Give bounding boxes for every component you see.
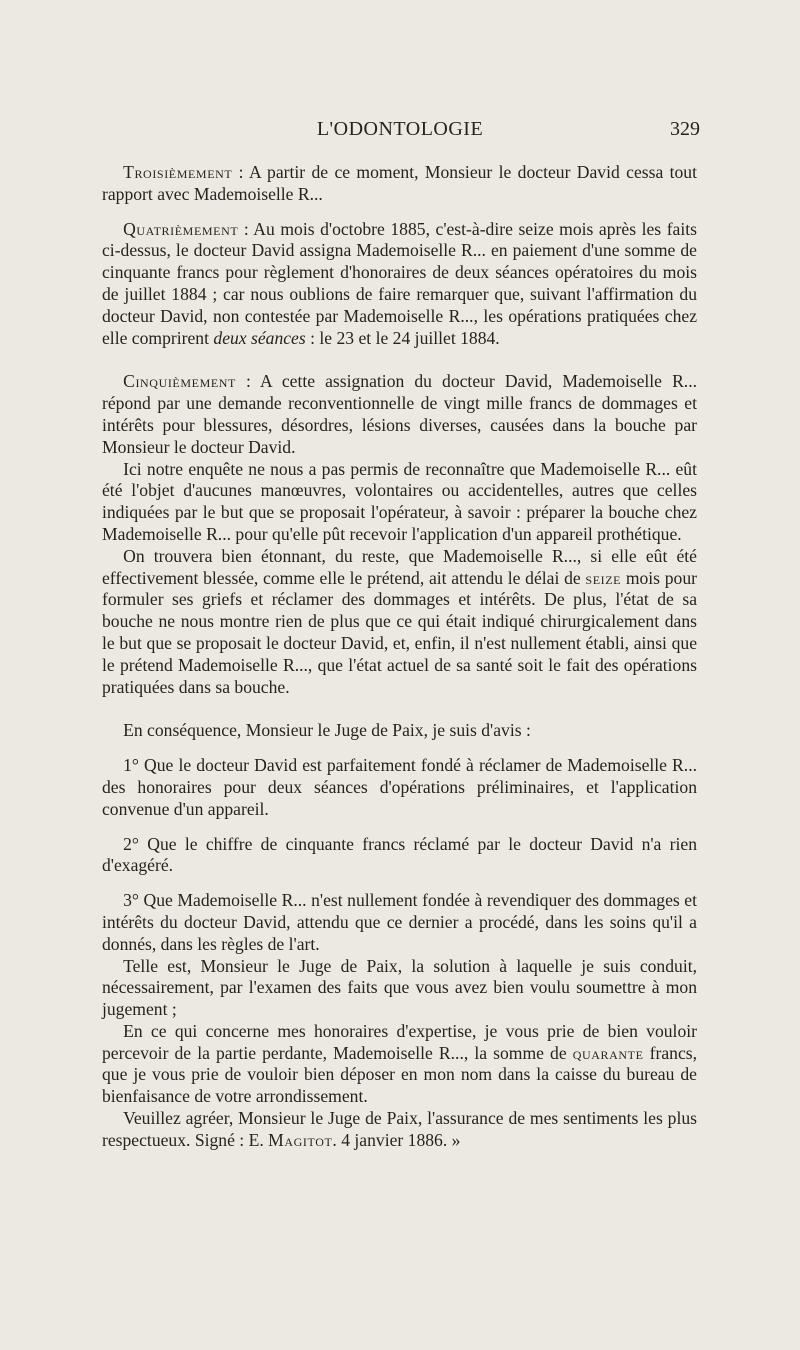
section-label: Troisièmement xyxy=(123,162,233,182)
running-title: L'ODONTOLOGIE xyxy=(316,118,484,140)
paragraph-text: En conséquence, Monsieur le Juge de Paix, je suis d'avis : xyxy=(123,720,531,741)
paragraph-text: : A partir de ce moment, Monsieur le docteur David cessa tout rapport avec Mademoiselle R... xyxy=(102,162,697,204)
paragraph-closing xyxy=(102,1108,697,1152)
paragraph-point-3 xyxy=(102,890,697,955)
small-caps-word: seize xyxy=(585,567,622,588)
paragraph-enquete xyxy=(102,459,697,546)
paragraph-text: 2° Que le chiffre de cinquante francs réclamé par le docteur David n'a rien d'exagéré. xyxy=(102,833,697,876)
paragraph-text: Veuillez agréer, Monsieur le Juge de Paix, l'assurance de mes sentiments les plus respectueux. Signé : E. xyxy=(102,1108,697,1150)
emphasis-text: deux séances xyxy=(213,327,306,348)
paragraph-text: En ce qui concerne mes honoraires d'expertise, je vous prie de bien vouloir percevoir de la partie perdante, Mademoiselle R..., la somme de xyxy=(102,1020,697,1063)
paragraph-text: 1° Que le docteur David est parfaitement fondé à réclamer de Mademoiselle R... des honoraires pour deux séances d'opérations préliminaires, et l'application convenue d'un appareil. xyxy=(102,755,697,819)
paragraph-text: On trouvera bien étonnant, du reste, que Mademoiselle R..., si elle eût été effectivement blessée, comme elle le prétend, ait attendu le délai de xyxy=(102,545,697,588)
paragraph-text: Ici notre enquête ne nous a pas permis de reconnaître que Mademoiselle R... eût été l'objet d'aucunes manœuvres, volontaires ou accidentelles, autres que celles indiquées par le but que se proposait l'opérateur, à savoir : préparer la bouche chez Mademoiselle R... pour qu'elle pût recevoir l'application d'un appareil prothétique. xyxy=(102,458,697,544)
paragraph-etonnant xyxy=(102,546,697,699)
paragraph-point-1 xyxy=(102,755,697,820)
paragraph-point-2 xyxy=(102,834,697,878)
small-caps-word: quarante xyxy=(572,1042,644,1063)
paragraph-text: Telle est, Monsieur le Juge de Paix, la solution à laquelle je suis conduit, nécessairement, par l'examen des faits que vous avez bien voulu soumettre à mon jugement ; xyxy=(102,955,697,1020)
paragraph-honoraires xyxy=(102,1021,697,1108)
paragraph-text-after: mois pour formuler ses griefs et réclamer des dommages et intérêts. De plus, l'état de sa bouche ne nous montre rien de plus que ce qui était indiqué chirurgicalement dans le but que se proposait le docteur David, et, enfin, il n'est nullement établi, ainsi que le prétend Mademoiselle R..., que l'état actuel de sa santé soit le fait des opérations pratiquées dans sa bouche. xyxy=(102,567,698,697)
page-number: 329 xyxy=(670,118,700,140)
paragraph-text-after: . 4 janvier 1886. » xyxy=(332,1129,461,1150)
section-label: Cinquièmement xyxy=(123,371,236,392)
paragraph-consequence xyxy=(102,720,697,742)
paragraph-quatriemement xyxy=(102,219,697,350)
paragraph-cinquiemement xyxy=(102,371,697,458)
page-header xyxy=(100,118,700,148)
paragraph-text-after: : le 23 et le 24 juillet 1884. xyxy=(305,327,500,348)
paragraph-text: 3° Que Mademoiselle R... n'est nullement fondée à revendiquer des dommages et intérêts du docteur David, attendu que ce dernier a procédé, dans les soins qu'il a donnés, dans les règles de l'art. xyxy=(102,890,697,954)
paragraph-text-after: francs, que je vous prie de vouloir bien déposer en mon nom dans la caisse du bureau de bienfaisance de votre arrondissement. xyxy=(102,1042,697,1107)
page-body xyxy=(102,162,697,1152)
paragraph-text: : A cette assignation du docteur David, Mademoiselle R... répond par une demande reconventionnelle de vingt mille francs de dommages et intérêts pour blessures, désordres, lésions diverses, causées dans la bouche par Monsieur le docteur David. xyxy=(102,371,697,457)
paragraph-troisiemement xyxy=(102,162,697,206)
signature-name: Magitot xyxy=(268,1129,333,1150)
paragraph-text: : Au mois d'octobre 1885, c'est-à-dire seize mois après les faits ci-dessus, le docteur David assigna Mademoiselle R... en paiement d'une somme de cinquante francs pour règlement d'honoraires de deux séances opératoires du mois de juillet 1884 ; car nous oublions de faire remarquer que, suivant l'affirmation du docteur David, non contestée par Mademoiselle R..., les opérations pratiquées chez elle comprirent xyxy=(102,218,697,348)
section-label: Quatrièmement xyxy=(123,218,239,239)
paragraph-solution xyxy=(102,956,697,1021)
